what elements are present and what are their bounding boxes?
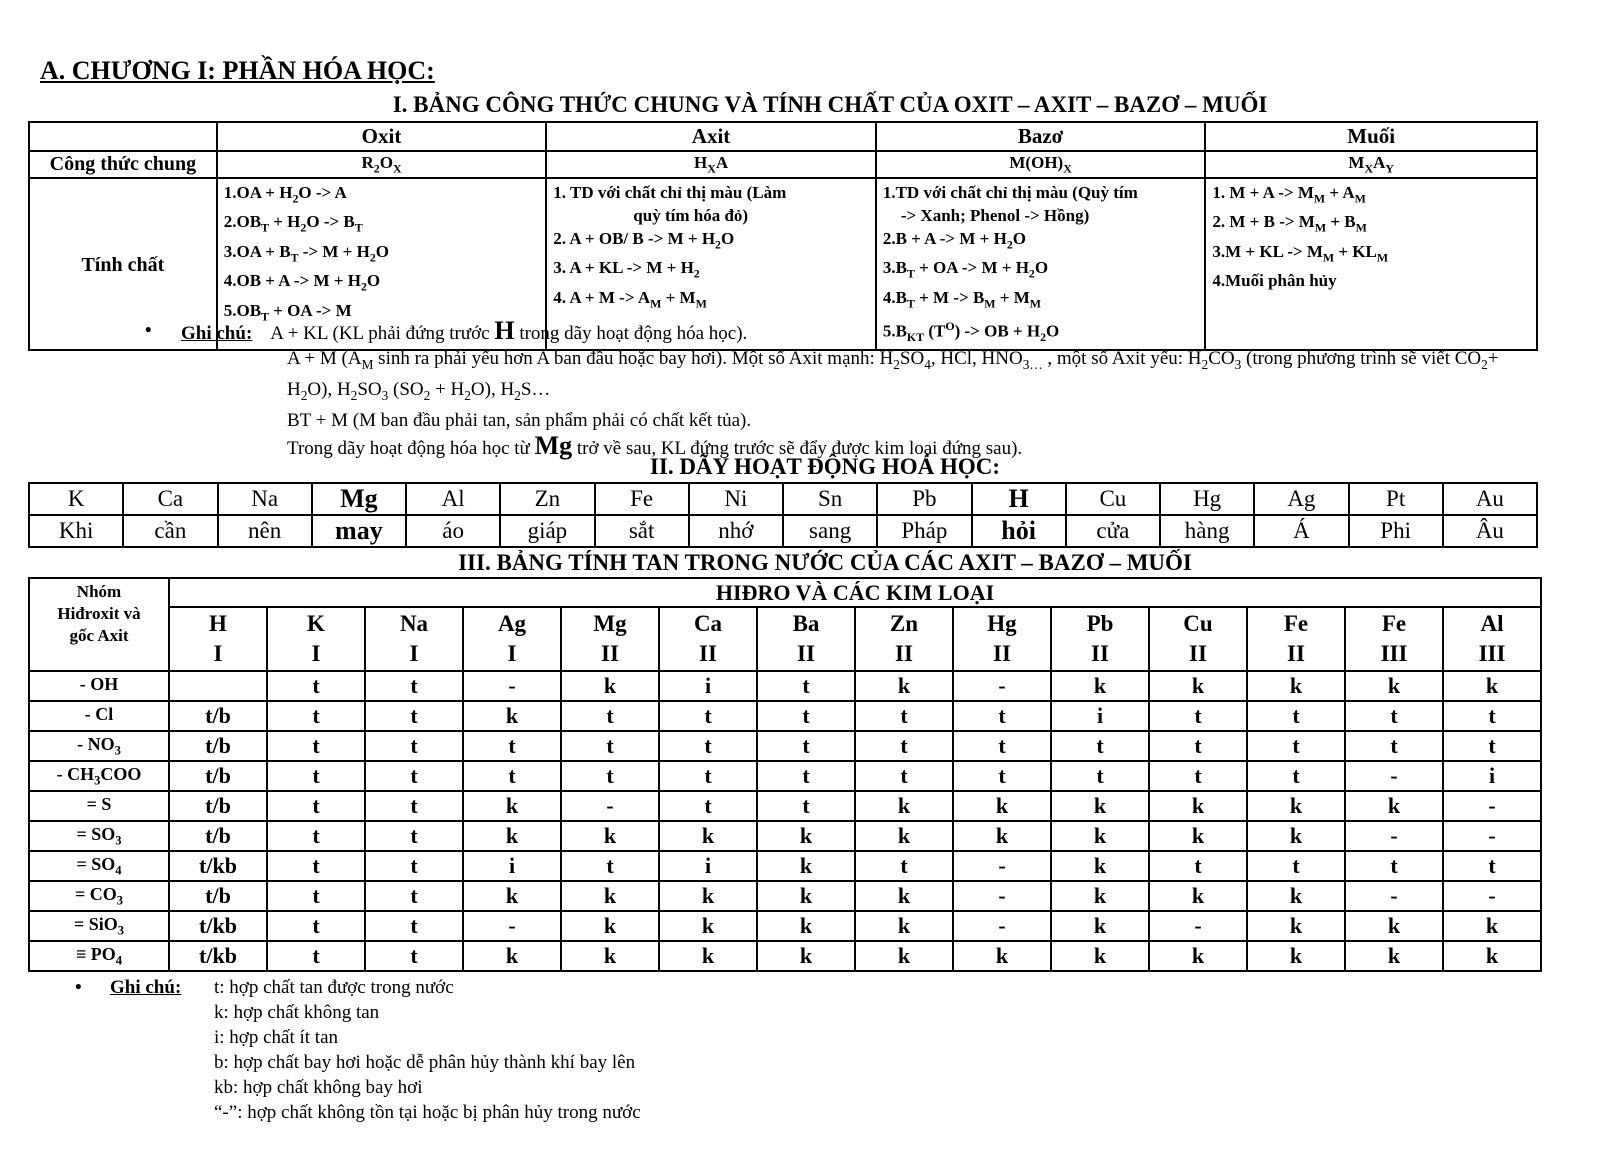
table-row (29, 821, 1541, 851)
solubility-cell: - (953, 881, 1051, 911)
solubility-cell: k (855, 911, 953, 941)
bullet-icon: • (75, 977, 82, 998)
solubility-cell: t (267, 821, 365, 851)
table-row (29, 851, 1541, 881)
solubility-cell: k (757, 821, 855, 851)
solubility-cell: t (855, 761, 953, 791)
legend-item: kb: hợp chất không bay hơi (214, 1077, 423, 1098)
section-2-title: II. DÃY HOẠT ĐỘNG HOÁ HỌC: (649, 454, 1001, 479)
formula-row (29, 151, 1537, 178)
col-header-axit: Axit (546, 122, 876, 151)
formula-properties-table (28, 121, 1538, 351)
solubility-cell: t (1345, 731, 1443, 761)
formula-oxit: $R_2O_X$ (217, 151, 547, 178)
solubility-cell: t (365, 701, 463, 731)
solubility-cell: k (463, 701, 561, 731)
solubility-cell: t (855, 731, 953, 761)
solubility-cell: t (365, 731, 463, 761)
solubility-cell: t (757, 701, 855, 731)
metal-header-cell: Zn II (855, 607, 953, 671)
anion-label: = $CO_3$ (29, 881, 169, 911)
solubility-cell: t (267, 791, 365, 821)
bullet-icon: • (145, 320, 152, 341)
solubility-cell: t (757, 791, 855, 821)
solubility-cell: t (1051, 731, 1149, 761)
solubility-cell: t (1345, 851, 1443, 881)
solubility-cell: k (953, 941, 1051, 971)
solubility-cell: t (561, 731, 659, 761)
solubility-cell: - (1345, 821, 1443, 851)
legend-item: “-”: hợp chất không tồn tại hoặc bị phân hủy trong nước (214, 1102, 641, 1123)
solubility-cell: k (855, 821, 953, 851)
anion-label: - OH (29, 671, 169, 701)
metal-header-cell: K I (267, 607, 365, 671)
solubility-cell: t (953, 761, 1051, 791)
solubility-cell: k (1051, 941, 1149, 971)
anion-label: ≡ $PO_4$ (29, 941, 169, 971)
solubility-cell: t (659, 791, 757, 821)
anion-label: = SiO$_3$ (29, 911, 169, 941)
solubility-cell: k (1149, 791, 1247, 821)
solubility-cell: - (1345, 881, 1443, 911)
solubility-cell: t/b (169, 701, 267, 731)
solubility-cell: k (1051, 791, 1149, 821)
row-label-formula: Công thức chung (29, 151, 217, 178)
solubility-cell: k (659, 941, 757, 971)
props-axit: 1. TD với chất chỉ thị màu (Làm quỳ tím hóa đỏ) 2. A + OB/ $B -> M + H_2O$ 3. A + KL -> $M + H_2$ 4. $A + M -> A_M + M_M$ (546, 178, 876, 350)
legend-item: i: hợp chất ít tan (214, 1027, 339, 1048)
solubility-cell: t (561, 761, 659, 791)
col-header-oxit: Oxit (217, 122, 547, 151)
solubility-cell: t (1149, 761, 1247, 791)
mnemonic-cell: Á (1254, 515, 1348, 547)
solubility-cell: k (855, 941, 953, 971)
note-heading: Ghi chú: (110, 977, 182, 998)
table-row (29, 881, 1541, 911)
table-row (29, 701, 1541, 731)
solubility-cell: i (1051, 701, 1149, 731)
solubility-cell: k (1247, 881, 1345, 911)
solubility-cell: t (855, 701, 953, 731)
mnemonic-cell: hàng (1160, 515, 1254, 547)
mnemonic-cell: nên (218, 515, 312, 547)
row-label-properties: Tính chất (29, 178, 217, 350)
solubility-cell: t (1247, 701, 1345, 731)
solubility-cell: k (757, 851, 855, 881)
solubility-cell: t (365, 911, 463, 941)
solubility-cell: t (267, 701, 365, 731)
metal-header-cell: Ca II (659, 607, 757, 671)
mnemonic-cell: Âu (1443, 515, 1537, 547)
solubility-cell: k (1051, 881, 1149, 911)
solubility-cell: t/kb (169, 911, 267, 941)
solubility-cell: t (1247, 731, 1345, 761)
solubility-cell: t (1443, 731, 1541, 761)
solubility-cell: k (855, 671, 953, 701)
solubility-cell: t/kb (169, 941, 267, 971)
solubility-cell: t (953, 731, 1051, 761)
group-header: HIĐRO VÀ CÁC KIM LOẠI (169, 578, 1541, 607)
solubility-cell: t/b (169, 731, 267, 761)
solubility-cell: t (1247, 761, 1345, 791)
metal-cell: Na (218, 483, 312, 515)
solubility-cell: k (1443, 941, 1541, 971)
solubility-cell: k (1247, 911, 1345, 941)
metal-cell: Mg (312, 483, 406, 515)
solubility-cell: t (365, 851, 463, 881)
solubility-cell: t (267, 731, 365, 761)
solubility-cell: t (1345, 701, 1443, 731)
metal-header-cell: Fe II (1247, 607, 1345, 671)
solubility-cell: t (365, 791, 463, 821)
solubility-cell: i (1443, 761, 1541, 791)
note-line: Trong dãy hoạt động hóa học từ Mg trở về sau, KL đứng trước sẽ đẩy được kim loại đứng sau). (287, 430, 1023, 460)
solubility-cell: k (1247, 821, 1345, 851)
solubility-cell: t (267, 851, 365, 881)
mnemonic-cell: áo (406, 515, 500, 547)
mnemonic-cell: may (312, 515, 406, 547)
metal-header-cell: Ba II (757, 607, 855, 671)
metal-header-cell: Fe III (1345, 607, 1443, 671)
mnemonic-cell: Khi (29, 515, 123, 547)
metal-cell: Sn (783, 483, 877, 515)
solubility-cell: k (953, 821, 1051, 851)
metal-header-cell: Al III (1443, 607, 1541, 671)
metal-cell: Al (406, 483, 500, 515)
solubility-cell: t/b (169, 821, 267, 851)
solubility-cell: - (1443, 881, 1541, 911)
solubility-cell: k (1149, 821, 1247, 851)
mnemonic-row (29, 515, 1537, 547)
page-title: A. CHƯƠNG I: PHẦN HÓA HỌC: (40, 56, 435, 85)
solubility-cell: - (1443, 791, 1541, 821)
solubility-cell: k (659, 821, 757, 851)
note-line: A + M ($A_M$ sinh ra phải yếu hơn A ban đầu hoặc bay hơi). Một số Axit mạnh: $H_2SO_4$, HCl, $HNO_{3\dots}$ , một số Axit yếu: $H_2CO_3$ (trong phương trình sẽ viết $CO_2+ H_2O$), $H_2SO_3$ $(SO_2 + H_2O)$, $H_2S\dots$ (287, 348, 1499, 403)
solubility-cell: i (659, 671, 757, 701)
col-header-muoi: Muối (1205, 122, 1537, 151)
solubility-cell: k (757, 941, 855, 971)
solubility-cell: k (561, 911, 659, 941)
table-row (29, 941, 1541, 971)
section-1-title: I. BẢNG CÔNG THỨC CHUNG VÀ TÍNH CHẤT CỦA OXIT – AXIT – BAZƠ – MUỐI (392, 92, 1268, 117)
solubility-cell: k (659, 881, 757, 911)
solubility-cell: k (463, 791, 561, 821)
solubility-cell: t (855, 851, 953, 881)
note-line: • Ghi chú: A + KL (KL phải đứng trước H trong dãy hoạt động hóa học). (145, 316, 748, 345)
note-line: • Ghi chú: t: hợp chất tan được trong nước (75, 977, 454, 998)
mnemonic-cell: nhớ (689, 515, 783, 547)
metal-header-cell: Mg II (561, 607, 659, 671)
solubility-cell: k (1247, 671, 1345, 701)
solubility-cell: k (1149, 941, 1247, 971)
metal-cell: K (29, 483, 123, 515)
solubility-cell: k (1149, 881, 1247, 911)
table-row (29, 791, 1541, 821)
solubility-cell: k (1051, 671, 1149, 701)
solubility-cell: t (267, 671, 365, 701)
solubility-cell: k (1443, 911, 1541, 941)
solubility-cell: k (1051, 851, 1149, 881)
mnemonic-cell: Phi (1349, 515, 1443, 547)
formula-muoi: $M_XA_Y$ (1205, 151, 1537, 178)
anion-label: = $SO_4$ (29, 851, 169, 881)
solubility-cell: t (1051, 761, 1149, 791)
anion-label: - $CH_3COO$ (29, 761, 169, 791)
solubility-cell: t (463, 761, 561, 791)
mnemonic-cell: sang (783, 515, 877, 547)
legend-item: b: hợp chất bay hơi hoặc dễ phân hủy thành khí bay lên (214, 1052, 636, 1073)
solubility-cell: t (365, 941, 463, 971)
solubility-cell: k (561, 881, 659, 911)
note-line: BT + M (M ban đầu phải tan, sản phẩm phải có chất kết tủa). (287, 409, 752, 431)
solubility-cell: k (1345, 671, 1443, 701)
table-row (29, 761, 1541, 791)
metal-cell: Ca (123, 483, 217, 515)
solubility-cell: k (1051, 821, 1149, 851)
solubility-cell: t (757, 671, 855, 701)
notes-section-2 (75, 975, 975, 1125)
metal-cell: Zn (500, 483, 594, 515)
table-header-row (29, 122, 1537, 151)
solubility-cell: - (953, 851, 1051, 881)
solubility-cell: t (1247, 851, 1345, 881)
solubility-cell: k (757, 881, 855, 911)
notes-section-1 (145, 318, 1545, 461)
formula-axit: $H_XA$ (546, 151, 876, 178)
col-header-bazo: Bazơ (876, 122, 1206, 151)
solubility-cell: t (561, 701, 659, 731)
solubility-cell: t (365, 821, 463, 851)
anion-label: - Cl (29, 701, 169, 731)
mnemonic-cell: cần (123, 515, 217, 547)
solubility-cell: t (1443, 701, 1541, 731)
metals-row (29, 483, 1537, 515)
solubility-cell: t (1149, 851, 1247, 881)
solubility-cell: k (463, 881, 561, 911)
solubility-cell: k (1247, 941, 1345, 971)
solubility-cell: - (463, 911, 561, 941)
mnemonic-cell: cửa (1066, 515, 1160, 547)
solubility-cell: k (855, 881, 953, 911)
solubility-cell: k (1345, 941, 1443, 971)
anion-label: = $SO_3$ (29, 821, 169, 851)
metal-cell: Ni (689, 483, 783, 515)
solubility-cell: t (561, 851, 659, 881)
solubility-table (28, 577, 1542, 972)
metal-header-cell: Pb II (1051, 607, 1149, 671)
solubility-cell: k (561, 941, 659, 971)
empty-corner-cell (29, 122, 217, 151)
metal-header-cell: Cu II (1149, 607, 1247, 671)
solubility-cell: t/b (169, 761, 267, 791)
solubility-cell: - (953, 671, 1051, 701)
metal-header-cell: Ag I (463, 607, 561, 671)
props-oxit: $1.OA + H_2O -> A$ $2.OB_T + H_2O -> B_T$ $3.OA + B_T -> M + H_2O$ $4.OB + A -> M + H_2O$ $5.OB_T$ + OA -> M (217, 178, 547, 350)
note-heading: Ghi chú: (181, 323, 253, 344)
metal-cell: Au (1443, 483, 1537, 515)
solubility-cell: - (1345, 761, 1443, 791)
solubility-cell: t (267, 941, 365, 971)
legend-item: k: hợp chất không tan (214, 1002, 380, 1023)
solubility-cell: - (953, 911, 1051, 941)
solubility-cell: t/b (169, 881, 267, 911)
mnemonic-cell: Pháp (877, 515, 971, 547)
solubility-cell: t (463, 731, 561, 761)
solubility-cell: t (953, 701, 1051, 731)
solubility-cell: - (1149, 911, 1247, 941)
metal-cell: Pt (1349, 483, 1443, 515)
solubility-cell: i (463, 851, 561, 881)
metal-cell: Hg (1160, 483, 1254, 515)
solubility-cell: t (1149, 731, 1247, 761)
solubility-cell: k (1443, 671, 1541, 701)
solubility-cell: k (1051, 911, 1149, 941)
solubility-cell: k (1345, 911, 1443, 941)
solubility-cell: t (365, 881, 463, 911)
solubility-cell: t/b (169, 791, 267, 821)
solubility-cell: k (463, 821, 561, 851)
solubility-cell: t/kb (169, 851, 267, 881)
mnemonic-cell: giáp (500, 515, 594, 547)
props-muoi: 1. $M + A -> M_M + A_M$ 2. $M + B -> M_M + B_M$ 3.M + KL -> $M_M + KL_M$ 4.Muối phân hủy (1205, 178, 1537, 350)
solubility-cell: t (365, 761, 463, 791)
metal-cell: Pb (877, 483, 971, 515)
formula-bazo: $M(OH)_X$ (876, 151, 1206, 178)
anion-label: = S (29, 791, 169, 821)
solubility-cell: t (267, 911, 365, 941)
metal-header-cell: Na I (365, 607, 463, 671)
section-3-title: III. BẢNG TÍNH TAN TRONG NƯỚC CỦA CÁC AXIT – BAZƠ – MUỐI (458, 550, 1192, 575)
metal-cell: Ag (1254, 483, 1348, 515)
metal-header-cell: H I (169, 607, 267, 671)
solubility-cell: t (659, 731, 757, 761)
metal-cell: H (972, 483, 1066, 515)
solubility-cell: k (561, 671, 659, 701)
solubility-cell: t (757, 761, 855, 791)
table-row (29, 731, 1541, 761)
solubility-cell: - (1443, 821, 1541, 851)
solubility-cell: k (1149, 671, 1247, 701)
anion-label: - $NO_3$ (29, 731, 169, 761)
mnemonic-cell: sắt (595, 515, 689, 547)
props-bazo: 1.TD với chất chỉ thị màu (Quỳ tím -> Xanh; Phenol -> Hồng) $2.B + A -> M + H_2O$ $3.B_T$ + OA -> $M + H_2O$ $4.B_T + M -> B_M + M_M$ $5.B_{KT}$ $(T^O)$ -> OB + $H_2O$ (876, 178, 1206, 350)
solubility-cell: i (659, 851, 757, 881)
activity-series-table (28, 482, 1538, 548)
group-header-row (29, 578, 1541, 607)
metal-cell: Fe (595, 483, 689, 515)
metal-cell: Cu (1066, 483, 1160, 515)
solubility-cell: t (659, 761, 757, 791)
solubility-cell: - (561, 791, 659, 821)
solubility-cell: t (365, 671, 463, 701)
solubility-cell (169, 671, 267, 701)
solubility-cell: k (1247, 791, 1345, 821)
metal-header-cell: Hg II (953, 607, 1051, 671)
solubility-cell: k (561, 821, 659, 851)
table-row (29, 671, 1541, 701)
solubility-cell: k (953, 791, 1051, 821)
solubility-cell: t (1443, 851, 1541, 881)
corner-label: Nhóm Hiđroxit và gốc Axit (29, 578, 169, 671)
solubility-cell: k (757, 911, 855, 941)
solubility-cell: k (659, 911, 757, 941)
solubility-cell: - (463, 671, 561, 701)
table-row (29, 911, 1541, 941)
metal-header-row (29, 607, 1541, 671)
solubility-cell: t (267, 761, 365, 791)
solubility-cell: t (267, 881, 365, 911)
solubility-cell: t (757, 731, 855, 761)
solubility-cell: k (855, 791, 953, 821)
solubility-cell: k (463, 941, 561, 971)
mnemonic-cell: hỏi (972, 515, 1066, 547)
solubility-cell: t (1149, 701, 1247, 731)
solubility-cell: t (659, 701, 757, 731)
solubility-cell: k (1345, 791, 1443, 821)
